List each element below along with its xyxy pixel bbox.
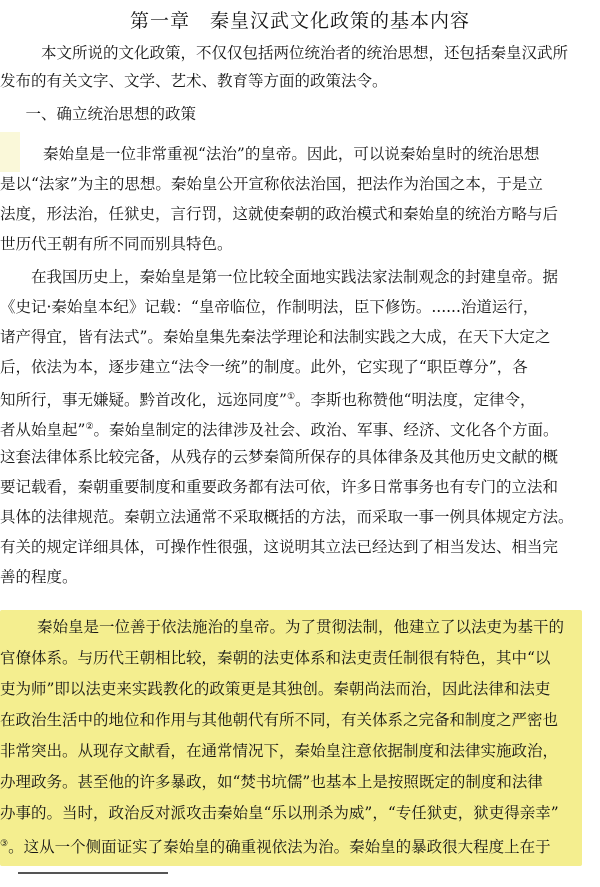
text-line: 是以“法家”为主的思想。秦始皇公开宣称依法治国，把法作为治国之本，于是立: [0, 175, 543, 193]
text-line: [0, 829, 551, 859]
text-line: 要记载看，秦朝重要制度和重要政务都有法可依，许多日常事务也有专门的立法和: [0, 478, 559, 496]
text-segment: 。李斯也称赞他“明法度，定律令，: [295, 391, 536, 410]
text-line: 后，依法为本，逐步建立“法令一统”的制度。此外，它实现了“职臣尊分”，各: [0, 358, 528, 376]
footnote-marker: ③: [0, 839, 9, 849]
footnote-divider: [18, 872, 168, 874]
text-line: 办事的。当时，政治反对派攻击秦始皇“乐以刑杀为威”，“专任狱吏，狱吏得亲幸”: [0, 804, 559, 822]
section-heading: 一、确立统治思想的政策: [10, 105, 197, 123]
text-line: 官僚体系。与历代王朝相比较，秦朝的法吏体系和法吏责任制很有特色，其中“以: [0, 649, 551, 667]
footnote-marker: ①: [286, 392, 296, 402]
text-line: 诸产得宜，皆有法式”。秦始皇集先秦法学理论和法制实践之大成，在天下大定之: [0, 328, 551, 346]
text-line: 发布的有关文字、文学、艺术、教育等方面的政策法令。: [0, 72, 388, 90]
text-line: 秦始皇是一位非常重视“法治”的皇帝。因此，可以说秦始皇时的统治思想: [12, 145, 540, 163]
text-line: 在政治生活中的地位和作用与其他朝代有所不同，有关体系之完备和制度之严密也: [0, 711, 559, 729]
text-segment: 。秦始皇制定的法律涉及社会、政治、军事、经济、文化各个方面。: [93, 421, 559, 440]
text-line: [0, 412, 559, 442]
text-line: 非常突出。从现存文献看，在通常情况下，秦始皇注意依据制度和法律实施政治，: [0, 742, 559, 760]
text-line: 《史记·秦始皇本纪》记载：“皇帝临位，作制明法，臣下修饬。......治道运行，: [0, 298, 539, 316]
text-line: 世历代王朝有所不同而别具特色。: [0, 235, 233, 253]
footnote-marker: ②: [85, 422, 94, 432]
text-line: 秦始皇是一位善于依法施治的皇帝。为了贯彻法制，他建立了以法吏为基干的: [6, 618, 565, 636]
text-line: 吏为师”即以法吏来实践教化的政策更是其独创。秦朝尚法而治，因此法律和法吏: [0, 680, 551, 698]
text-segment: 者从始皇起”: [0, 421, 86, 440]
text-line: [0, 382, 535, 412]
text-line: 法度，形法治，任狱史，言行罚，这就使秦朝的政治模式和秦始皇的统治方略与后: [0, 205, 559, 223]
text-line: 具体的法律规范。秦朝立法通常不采取概括的方法，而采取一事一例具体规定方法。: [0, 508, 574, 526]
text-line: 办理政务。甚至他的许多暴政，如“焚书坑儒”也基本上是按照既定的制度和法律: [0, 773, 543, 791]
chapter-title: 第一章 秦皇汉武文化政策的基本内容: [129, 10, 470, 32]
text-line: 在我国历史上，秦始皇是第一位比较全面地实践法家法制观念的封建皇帝。据: [0, 268, 559, 286]
text-line: 善的程度。: [0, 568, 78, 586]
text-segment: 知所行，事无嫌疑。黔首改化，远迩同度”: [0, 391, 287, 410]
text-line: 本文所说的文化政策，不仅仅包括两位统治者的统治思想，还包括秦皇汉武所: [10, 44, 569, 62]
text-segment: 。这从一个侧面证实了秦始皇的确重视依法为治。秦始皇的暴政很大程度上在于: [8, 838, 551, 857]
text-line: 有关的规定详细具体，可操作性很强，这说明其立法已经达到了相当发达、相当完: [0, 538, 559, 556]
text-line: 这套法律体系比较完备，从残存的云梦秦简所保存的具体律条及其他历史文献的概: [0, 448, 559, 466]
